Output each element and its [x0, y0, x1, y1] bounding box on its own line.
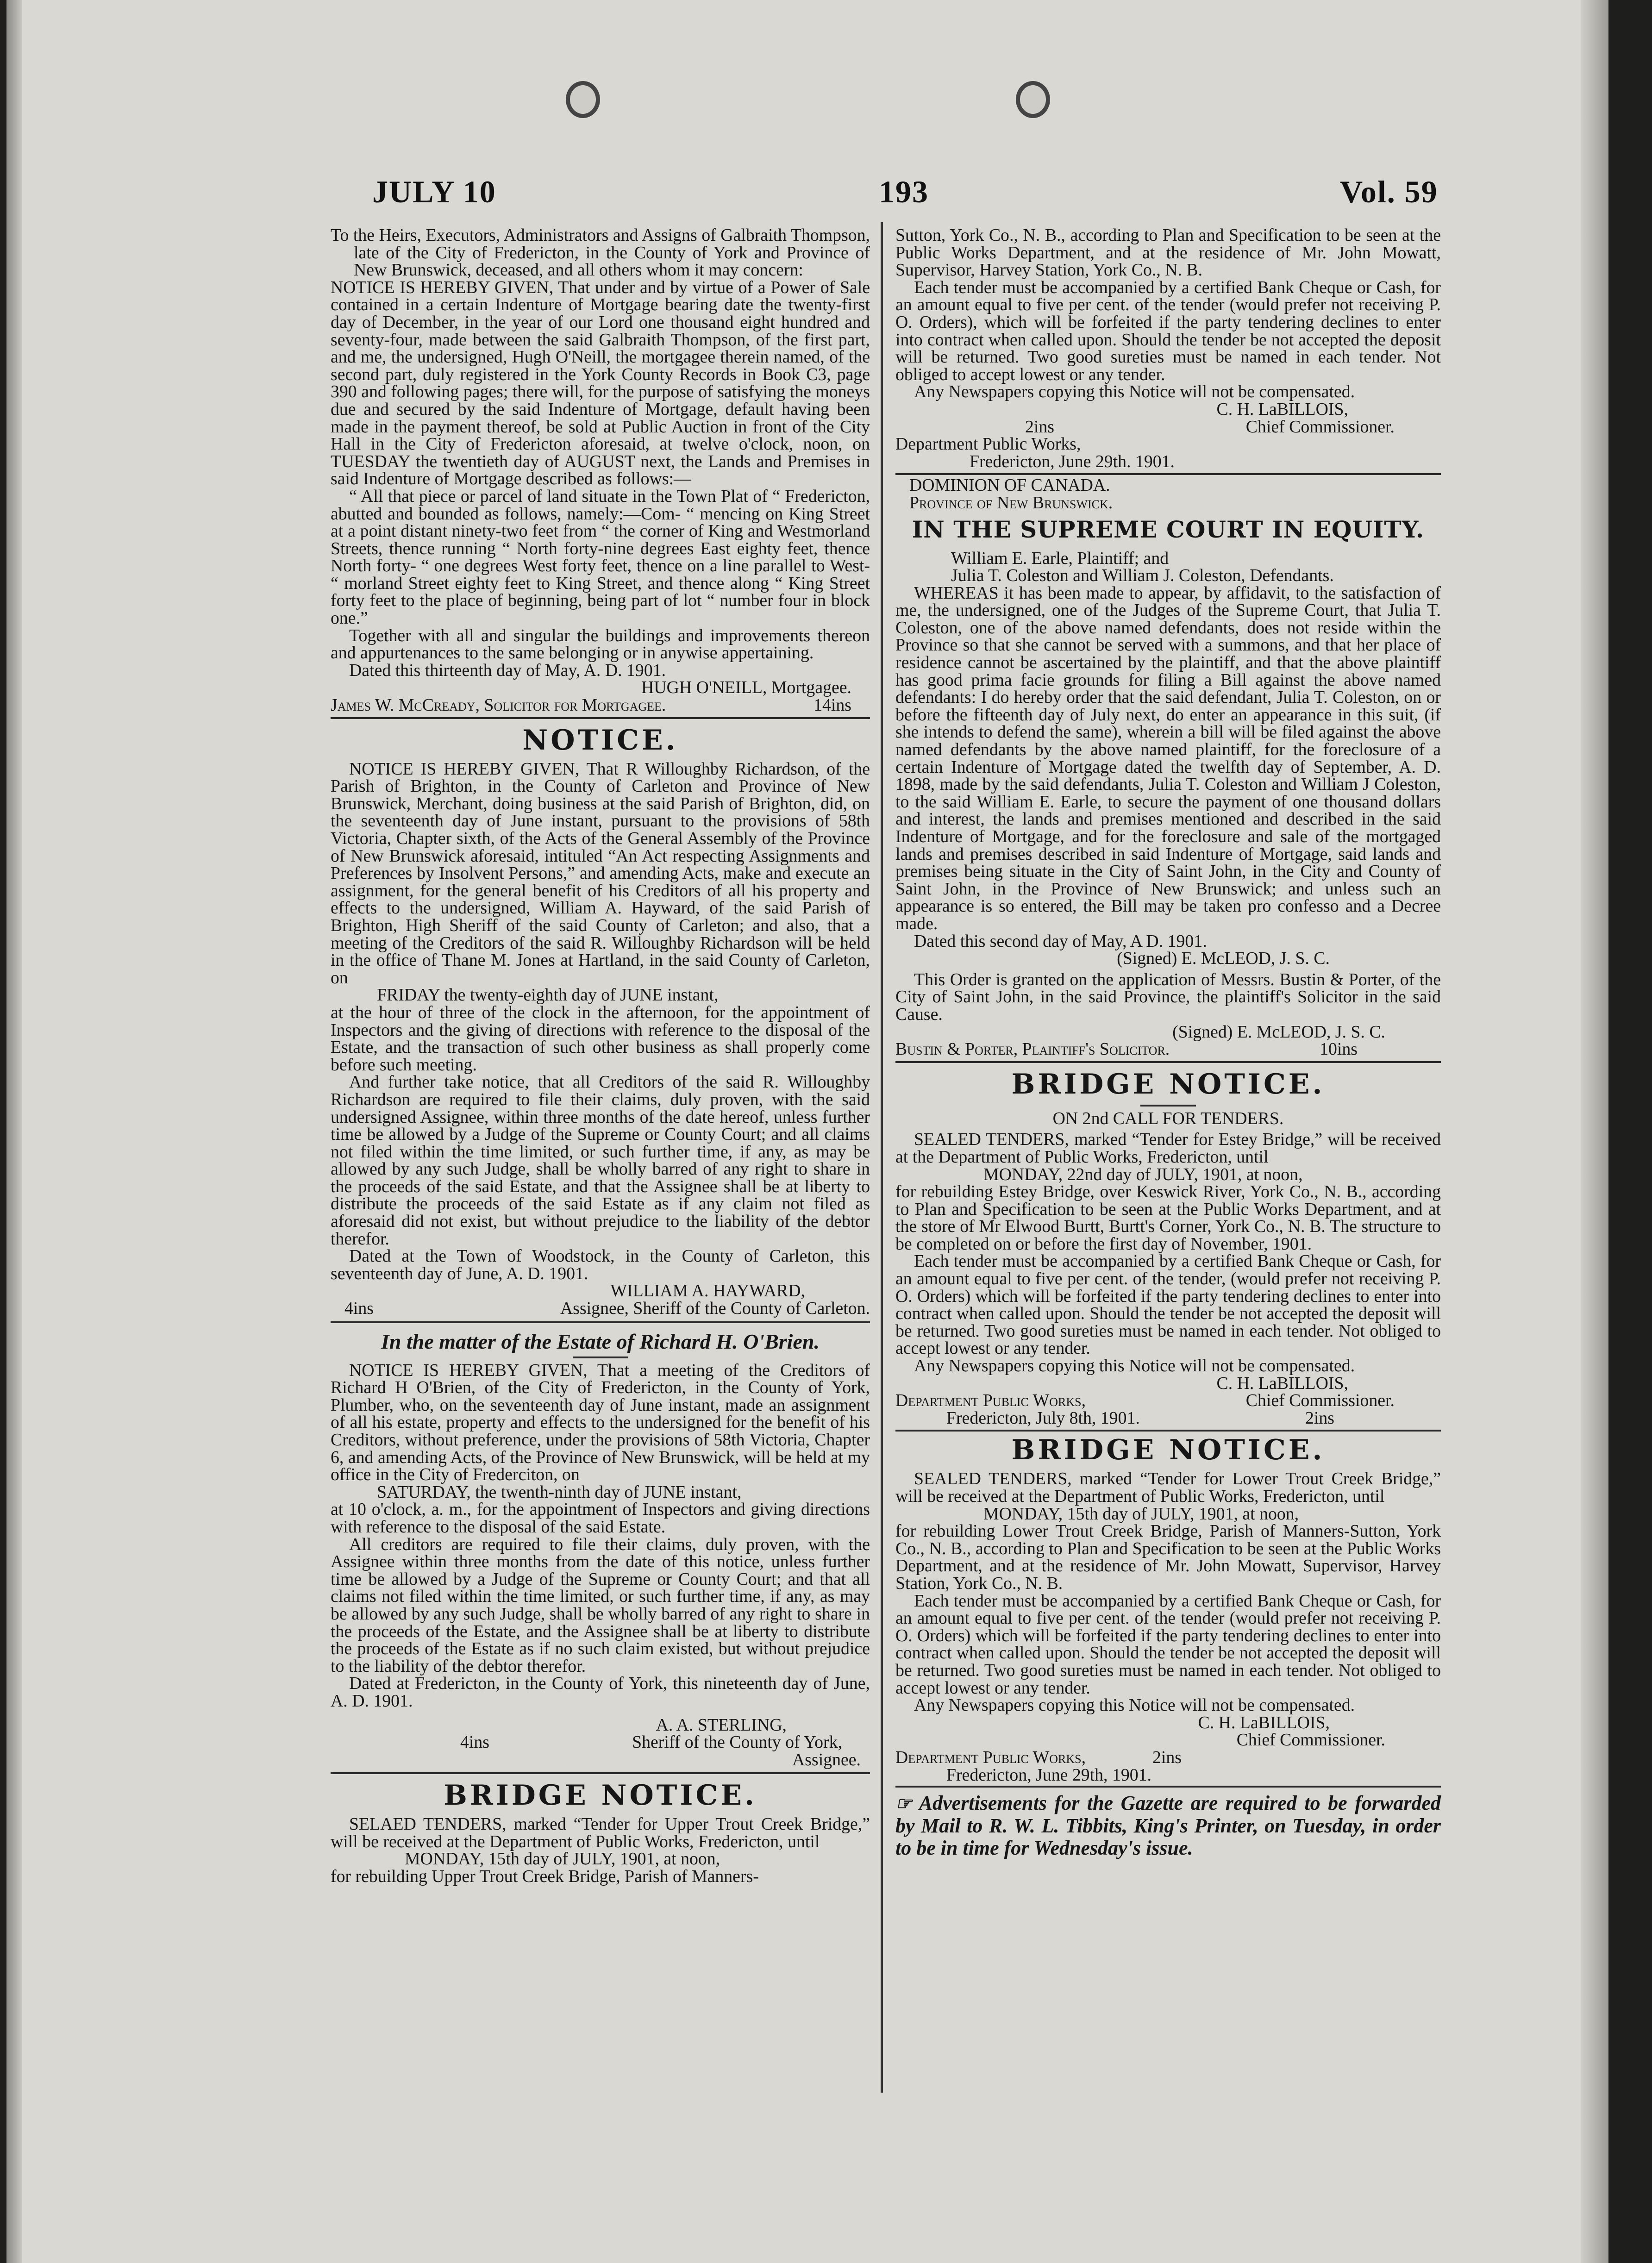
- date-line: Fredericton, June 29th, 1901.: [946, 1765, 1151, 1785]
- closing-date: MONDAY, 15th day of JULY, 1901, at noon,: [405, 1849, 720, 1869]
- property-description: “ All that piece or parcel of land situate in the Town Plat of “ Fredericton, abutted and bounded as follows, namely:—Com- “ mencing on King Street at a point distant ninety-two feet from “ the corner of King and Westmorland Streets, thence running “ North forty-nine degrees East eighty feet, thence North forty- “ one degrees West forty feet, thence on a line parallel to West- “ morland Street eighty feet to King Street, and thence along “ King Street forty feet to the place of beginning, being part of lot “ number four in block one.”: [331, 486, 870, 628]
- province-line: Province of New Brunswick.: [909, 493, 1113, 513]
- section-heading: In the matter of the Estate of Richard H. O'Brien.: [381, 1329, 820, 1353]
- page-right-edge: [1581, 0, 1608, 2263]
- section-heading: NOTICE.: [522, 724, 678, 756]
- paragraph: SELAED TENDERS, marked “Tender for Upper Trout Creek Bridge,” will be received at the Department of Public Works, Fredericton, until: [331, 1814, 870, 1851]
- signature-title: Sheriff of the County of York,: [632, 1732, 842, 1752]
- estey-bridge-notice: [895, 1066, 1441, 1427]
- signature: (Signed) E. McLEOD, J. S. C.: [1172, 1022, 1385, 1042]
- department-line: Department Public Works,: [895, 1391, 1086, 1411]
- supreme-court-equity-notice: [895, 477, 1441, 1058]
- pointing-hand-icon: ☞: [895, 1793, 912, 1814]
- signature: C. H. LaBILLOIS,: [1198, 1713, 1330, 1732]
- date-line: Fredericton, June 29th. 1901.: [970, 451, 1175, 471]
- meeting-date: SATURDAY, the twenth-ninth day of JUNE instant,: [377, 1482, 742, 1502]
- page-number: 193: [879, 174, 929, 209]
- party-line: William E. Earle, Plaintiff; and: [951, 548, 1169, 568]
- lower-trout-creek-continuation: [895, 227, 1441, 470]
- section-rule: [895, 1786, 1441, 1788]
- paragraph: for rebuilding Upper Trout Creek Bridge, Parish of Manners-: [331, 1867, 759, 1887]
- date-line: Fredericton, July 8th, 1901.: [946, 1408, 1140, 1428]
- solicitor-line: Bustin & Porter, Plaintiff's Solicitor.: [895, 1039, 1170, 1059]
- signature-title: Chief Commissioner.: [1236, 1730, 1385, 1750]
- punch-hole: [1016, 81, 1050, 118]
- short-rule: [573, 1357, 628, 1358]
- signature: (Signed) E. McLEOD, J. S. C.: [1117, 949, 1330, 969]
- paragraph: Any Newspapers copying this Notice will not be compensated.: [914, 1356, 1355, 1376]
- assignment-notice: [331, 722, 870, 1318]
- page-left-edge: [6, 0, 22, 2263]
- left-column: [331, 227, 870, 1886]
- solicitor-line: James W. McCready, Solicitor for Mortgagee.: [331, 695, 666, 715]
- insertion-count: 2ins: [1025, 417, 1055, 437]
- running-head-date: JULY 10: [372, 174, 496, 209]
- signature-title: Chief Commissioner.: [1245, 417, 1395, 437]
- section-heading: BRIDGE NOTICE.: [1011, 1434, 1325, 1467]
- address-line: To the Heirs, Executors, Administrators and Assigns of Galbraith Thompson, late of the City of Fredericton, in the County of York and Province of New Brunswick, deceased, and all others whom it may concern:: [331, 225, 870, 280]
- signature-title: Assignee.: [792, 1750, 861, 1769]
- upper-trout-creek-bridge-notice: [331, 1777, 870, 1885]
- closing-date: MONDAY, 15th day of JULY, 1901, at noon,: [983, 1504, 1299, 1524]
- right-column: [895, 227, 1441, 1859]
- insertion-count: 2ins: [1305, 1408, 1334, 1428]
- section-rule: [331, 717, 870, 719]
- punch-hole: [566, 81, 600, 118]
- section-heading: IN THE SUPREME COURT IN EQUITY.: [912, 515, 1425, 543]
- paragraph: Each tender must be accompanied by a certified Bank Cheque or Cash, for an amount equal to five per cent. of the tender (would prefer not receiving P. O. Orders) which will be forfeited if the party tendering declines to enter into contract when called upon. Should the tender be not accepted the deposit will be returned. Two good sureties must be named in each tender. Not obliged to accept lowest or any tender.: [895, 1591, 1441, 1698]
- paragraph: for rebuilding Lower Trout Creek Bridge, Parish of Manners-Sutton, York Co., N. B., according to Plan and Specification to be seen at the Public Works Department, and at the residence of Mr. John Mowatt, Supervisor, Harvey Station, York Co., N. B.: [895, 1521, 1441, 1593]
- paragraph: SEALED TENDERS, marked “Tender for Estey Bridge,” will be received at the Department of Public Works, Fredericton, until: [895, 1130, 1441, 1167]
- date-line: Dated at Fredericton, in the County of York, this nineteenth day of June, A. D. 1901.: [331, 1674, 870, 1711]
- paragraph: NOTICE IS HEREBY GIVEN, That a meeting of the Creditors of Richard H O'Brien, of the City of Fredericton, in the County of York, Plumber, who, on the seventeenth day of June instant, made an assignment of all his estate, property and effects to the undersigned for the benefit of his Creditors, without preference, under the provisions of 58th Victoria, Chapter 6, and amending Acts, of the Province of New Brunswick, will be held at my office in the City of Frederciton, on: [331, 1360, 870, 1485]
- paragraph: NOTICE IS HEREBY GIVEN, That R Willoughby Richardson, of the Parish of Brighton, in the County of Carleton and Province of New Brunswick, Merchant, doing business at the said Parish of Brighton, did, on the seventeenth day of June instant, pursuant to the provisions of 58th Victoria, Chapter sixth, of the Acts of the General Assembly of the Province of New Brunswick aforesaid, intituled “An Act respecting Assignments and Preferences by Insolvent Persons,” and amending Acts, make and execute an assignment, for the general benefit of his Creditors of all his property and effects to the undersigned, William A. Hayward, of the said Parish of Brighton, High Sheriff of the said County of Carleton; and also, that a meeting of the Creditors of the said R. Willoughby Richardson will be held in the office of Thane M. Jones at Hartland, in the said County of Carleton, on: [331, 759, 870, 988]
- gazette-page: [6, 0, 1608, 2263]
- insertion-count: 14ins: [813, 695, 851, 715]
- paragraph: Any Newspapers copying this Notice will not be compensated.: [914, 382, 1355, 402]
- short-rule: [1140, 1105, 1196, 1106]
- paragraph: NOTICE IS HEREBY GIVEN, That under and by virtue of a Power of Sale contained in a certain Indenture of Mortgage bearing date the twenty-first day of December, in the year of our Lord one thousand eight hundred and seventy-four, made between the said Galbraith Thompson, of the first part, and me, the undersigned, Hugh O'Neill, the mortgagee therein named, of the second part, duly registered in the York County Records in Book C3, page 390 and following pages; there will, for the purpose of satisfying the moneys due and secured by the said Indenture of Mortgage, default having been made in the payment thereof, be sold at Public Auction in front of the City Hall in the City of Fredericton aforesaid, at twelve o'clock, noon, on TUESDAY the twentieth day of AUGUST next, the Lands and Premises in said Indenture of Mortgage described as follows:—: [331, 277, 870, 489]
- signature: HUGH O'NEILL, Mortgagee.: [641, 678, 851, 698]
- section-heading: BRIDGE NOTICE.: [444, 1779, 757, 1812]
- paragraph: Sutton, York Co., N. B., according to Plan and Specification to be seen at the Public Works Department, and at the residence of Mr. John Mowatt, Supervisor, Harvey Station, York Co., N. B.: [895, 225, 1441, 280]
- paragraph: Each tender must be accompanied by a certified Bank Cheque or Cash, for an amount equal to five per cent. of the tender (would prefer not receiving P. O. Orders), which will be forfeited if the party tendering declines to enter into contract when called upon. Should the tender be not accepted the deposit will be returned. Two good sureties must be named in each tender. Not obliged to accept lowest or any tender.: [895, 277, 1441, 384]
- volume-number: Vol. 59: [1340, 174, 1438, 209]
- paragraph: SEALED TENDERS, marked “Tender for Lower Trout Creek Bridge,” will be received at the Department of Public Works, Fredericton, until: [895, 1469, 1441, 1506]
- paragraph: at the hour of three of the clock in the afternoon, for the appointment of Inspectors and the giving of directions with reference to the disposal of the Estate, and the transaction of such other business as shall properly come before such meeting.: [331, 1002, 870, 1075]
- paragraph: Each tender must be accompanied by a certified Bank Cheque or Cash, for an amount equal to five per cent. of the tender, (would prefer not receiving P. O. Orders) which will be forfeited if the party tendering declines to enter into contract when called upon. Should the tender be not accepted the deposit will be returned. Two good sureties must be named in each tender. Not obliged to accept lowest or any tender.: [895, 1251, 1441, 1358]
- paragraph: Together with all and singular the buildings and improvements thereon and appurtenances to the same belonging or in anywise appertaining.: [331, 625, 870, 663]
- date-line: Dated at the Town of Woodstock, in the County of Carleton, this seventeenth day of June, A. D. 1901.: [331, 1246, 870, 1283]
- section-rule: [895, 1061, 1441, 1063]
- advertisement-notice: [895, 1792, 1441, 1859]
- paragraph: for rebuilding Estey Bridge, over Keswick River, York Co., N. B., according to Plan and Specification to be seen at the Public Works Department, and at the store of Mr Elwood Burtt, Burtt's Corner, York Co., N. B. The structure to be completed on or before the first day of November, 1901.: [895, 1182, 1441, 1254]
- section-heading: BRIDGE NOTICE.: [1011, 1068, 1325, 1100]
- section-rule: [895, 473, 1441, 475]
- signature: C. H. LaBILLOIS,: [1216, 1373, 1348, 1393]
- department-line: Department Public Works,: [895, 1747, 1086, 1767]
- paragraph: at 10 o'clock, a. m., for the appointment of Inspectors and giving directions with reference to the disposal of the said Estate.: [331, 1500, 870, 1537]
- signature: WILLIAM A. HAYWARD,: [610, 1281, 805, 1301]
- paragraph: And further take notice, that all Creditors of the said R. Willoughby Richardson are required to file their claims, duly proven, with the said undersigned Assignee, within three months of the date hereof, unless further time be allowed by a Judge of the Supreme or County Court; and all claims not filed within the time limited, or such further time, if any, as may be allowed by any such Judge, shall be wholly barred of any right to share in the proceeds of the said Estate, and that the Assignee shall be at liberty to distribute the proceeds of the said Estate as if any claim not filed as aforesaid did not exist, but without prejudice to the liability of the debtor therefor.: [331, 1072, 870, 1249]
- call-line: ON 2nd CALL FOR TENDERS.: [1052, 1108, 1284, 1128]
- dominion-line: DOMINION OF CANADA.: [909, 475, 1110, 495]
- signature-title: Chief Commissioner.: [1245, 1391, 1395, 1411]
- signature-title: Assignee, Sheriff of the County of Carleton.: [560, 1299, 870, 1319]
- closing-date: MONDAY, 22nd day of JULY, 1901, at noon,: [983, 1164, 1303, 1184]
- date-line: Dated this thirteenth day of May, A. D. 1901.: [349, 660, 666, 680]
- paragraph: This Order is granted on the application of Messrs. Bustin & Porter, of the City of Saint John, in the said Province, the plaintiff's Solicitor in the said Cause.: [895, 969, 1441, 1024]
- paragraph: All creditors are required to file their claims, duly proven, with the Assignee within three months from the date of this notice, unless further time be allowed by a Judge of the Supreme or County Court; and that all claims not filed within the time limited, or such further time, if any, as may be allowed by any such Judge, shall be wholly barred of any right to share in the proceeds of the Estate, and the Assignee shall be at liberty to distribute the proceeds of the Estate as if no such claim existed, but without prejudice to the liability of the debtor therefor.: [331, 1534, 870, 1676]
- signature: C. H. LaBILLOIS,: [1216, 399, 1348, 419]
- column-rule: [881, 222, 883, 2093]
- insertion-count: 2ins: [1152, 1747, 1182, 1767]
- paragraph: Any Newspapers copying this Notice will not be compensated.: [914, 1695, 1355, 1715]
- lower-trout-creek-bridge-notice: [895, 1432, 1441, 1784]
- section-rule: [331, 1772, 870, 1774]
- meeting-date: FRIDAY the twenty-eighth day of JUNE instant,: [377, 985, 719, 1005]
- obrien-estate-notice: [331, 1329, 870, 1769]
- mortgage-sale-notice: [331, 227, 870, 714]
- party-line: Julia T. Coleston and William J. Coleston, Defendants.: [951, 566, 1334, 586]
- insertion-count: 10ins: [1320, 1039, 1358, 1059]
- signature: A. A. STERLING,: [656, 1715, 787, 1735]
- department-line: Department Public Works,: [895, 434, 1081, 454]
- advertisement-text: Advertisements for the Gazette are required to be forwarded by Mail to R. W. L. Tibbits, King's Printer, on Tuesday, in order to be in time for Wednesday's issue.: [895, 1792, 1441, 1860]
- paragraph: WHEREAS it has been made to appear, by affidavit, to the satisfaction of me, the undersigned, one of the Judges of the Supreme Court, that Julia T. Coleston, one of the above named defendants, does not reside within the Province so that she cannot be served with a summons, and that her place of residence cannot be ascertained by the plaintiff, and that the above plaintiff has good prima facie grounds for filing a Bill against the above named defendants: I do hereby order that the said defendant, Julia T. Coleston, on or before the fifteenth day of July next, do enter an appearance in this suit, (if she intends to defend the same), wherein a bill will be filed against the above named defendants by the above named plaintiff, for the foreclosure of a certain Indenture of Mortgage dated the twelfth day of September, A. D. 1898, made by the said defendants, Julia T. Coleston and William J Coleston, to the said William E. Earle, to secure the payment of one thousand dollars and interest, the lands and premises mentioned and described in the said Indenture of Mortgage, and for the foreclosure and sale of the mortgaged lands and premises described in said Indenture of Mortgage, said lands and premises being situate in the City of Saint John, in the City and County of Saint John, in the Province of New Brunswick; and unless such an appearance is so entered, the Bill may be taken pro confesso and a Decree made.: [895, 583, 1441, 933]
- section-rule: [331, 1321, 870, 1323]
- insertion-count: 4ins: [460, 1732, 490, 1752]
- insertion-count: 4ins: [344, 1299, 374, 1319]
- date-line: Dated this second day of May, A D. 1901.: [914, 931, 1207, 951]
